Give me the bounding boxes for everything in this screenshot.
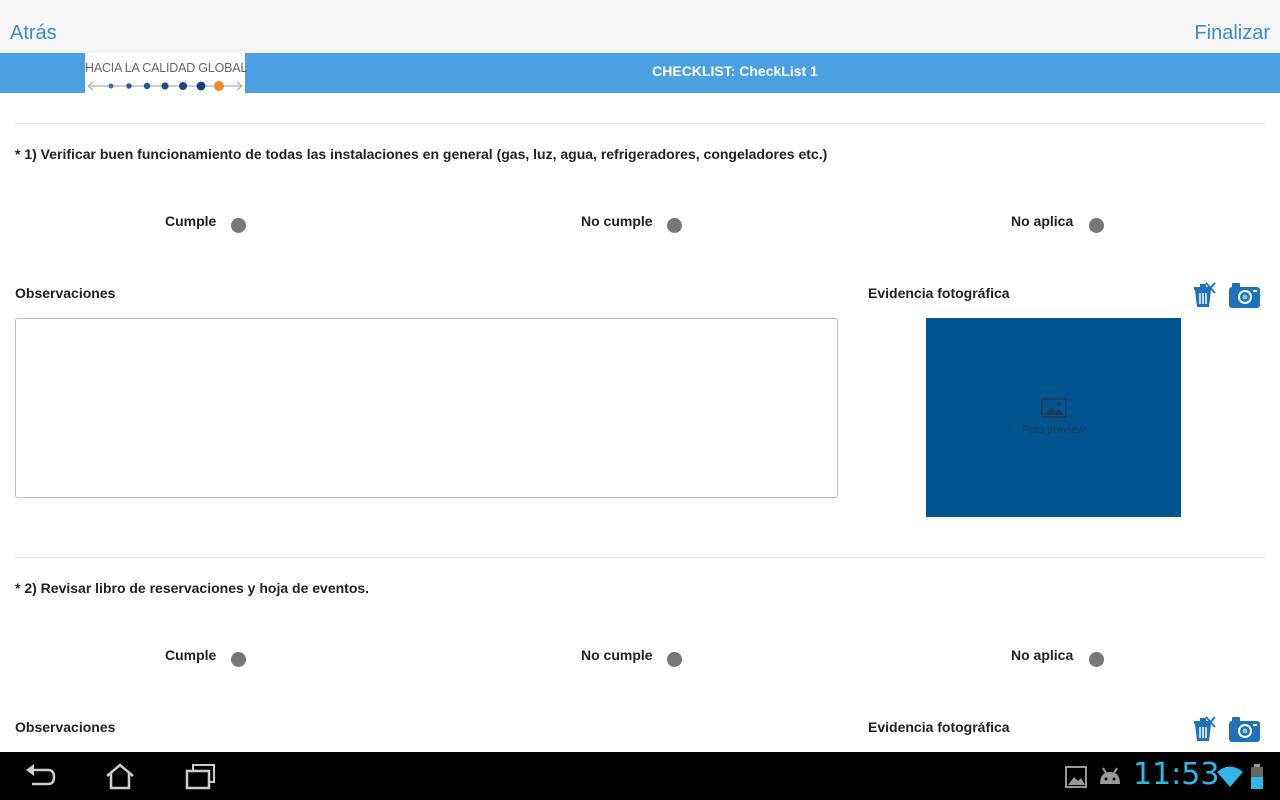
wifi-icon	[1216, 764, 1244, 793]
question-1-text: * 1) Verificar buen funcionamiento de todas las instalaciones en general (gas, luz, agua, refrigeradores, congeladores etc.)	[15, 146, 828, 162]
photo-placeholder-text: Foto preview	[1022, 424, 1085, 436]
finish-button[interactable]: Finalizar	[1194, 22, 1270, 44]
question-2-text: * 2) Revisar libro de reservaciones y hoja de eventos.	[15, 580, 370, 596]
q2-delete-photo-icon[interactable]	[1189, 715, 1217, 748]
back-nav-icon[interactable]	[24, 762, 56, 795]
q1-photo-preview[interactable]	[926, 318, 1181, 517]
q1-option-no-cumple-label: No cumple	[581, 213, 653, 229]
battery-icon	[1250, 764, 1264, 795]
q2-radio-cumple[interactable]	[231, 652, 246, 667]
status-clock: 11:53	[1133, 757, 1220, 792]
system-navigation-bar	[0, 752, 1280, 800]
logo-dots-graphic	[85, 79, 245, 93]
divider	[15, 123, 1265, 124]
q1-option-no-aplica-label: No aplica	[1011, 213, 1074, 229]
q2-option-no-aplica-label: No aplica	[1011, 647, 1074, 663]
q1-radio-cumple[interactable]	[231, 218, 246, 233]
top-action-bar	[0, 0, 1280, 53]
q2-radio-no-cumple[interactable]	[667, 652, 682, 667]
q1-radio-no-cumple[interactable]	[667, 218, 682, 233]
q1-evidence-label: Evidencia fotográfica	[868, 285, 1010, 301]
q1-delete-photo-icon[interactable]	[1189, 281, 1217, 314]
home-nav-icon[interactable]	[105, 762, 135, 795]
q2-radio-no-aplica[interactable]	[1089, 652, 1104, 667]
checklist-title: CHECKLIST: CheckList 1	[652, 63, 818, 79]
back-button[interactable]: Atrás	[10, 22, 57, 44]
q2-evidence-label: Evidencia fotográfica	[868, 719, 1010, 735]
q1-radio-no-aplica[interactable]	[1089, 218, 1104, 233]
q2-option-cumple-label: Cumple	[165, 647, 217, 663]
logo-text: HACIA LA CALIDAD GLOBAL	[85, 61, 248, 75]
divider	[15, 557, 1265, 558]
android-debug-icon	[1097, 766, 1123, 793]
q1-observations-label: Observaciones	[15, 285, 116, 301]
q2-option-no-cumple-label: No cumple	[581, 647, 653, 663]
logo	[85, 53, 248, 93]
q1-camera-icon[interactable]	[1228, 281, 1261, 314]
image-placeholder-icon	[1041, 398, 1067, 418]
q1-observations-textarea[interactable]	[15, 318, 838, 498]
gallery-notification-icon	[1065, 766, 1087, 793]
q2-observations-label: Observaciones	[15, 719, 116, 735]
q1-option-cumple-label: Cumple	[165, 213, 217, 229]
recent-apps-nav-icon[interactable]	[185, 762, 217, 795]
q2-camera-icon[interactable]	[1228, 715, 1261, 748]
checklist-content	[0, 93, 1280, 752]
